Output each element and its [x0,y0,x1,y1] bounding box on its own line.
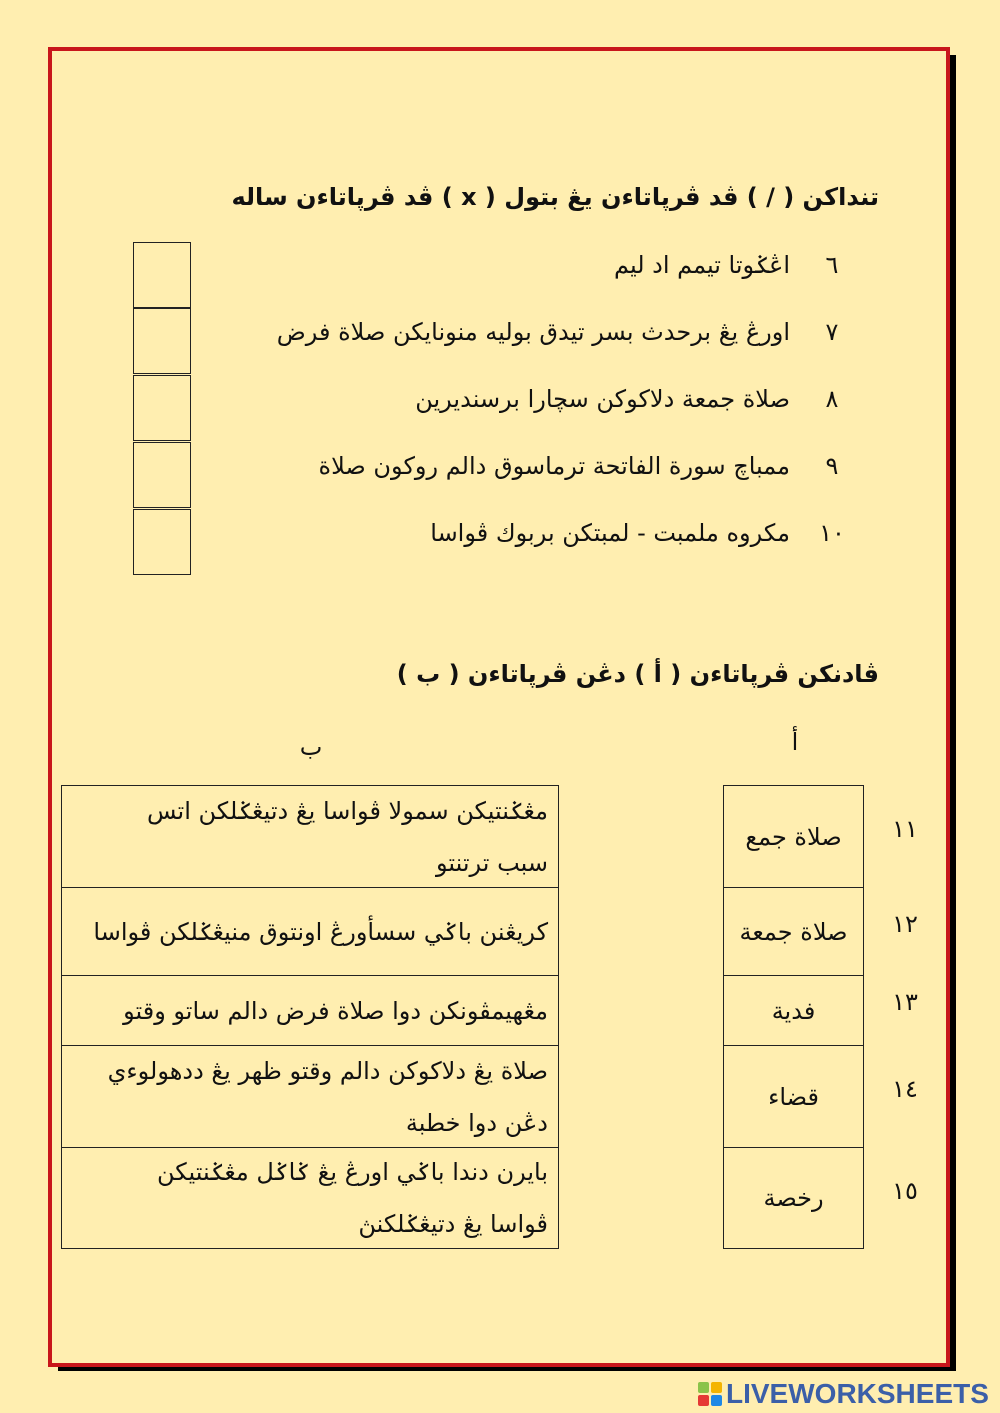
item-statement: صلاة جمعة دلاكوكن سچارا برسنديرين [415,385,790,413]
item-number: ١٠ [819,519,845,547]
answer-box-8[interactable] [133,375,191,441]
logo-icon [698,1382,722,1406]
match-a-cell[interactable]: رخصة [723,1147,864,1249]
match-number: ١٣ [892,988,918,1016]
section2-heading: ڤادنكن ڤرڽاتاءن ( أ ) دڠن ڤرڽاتاءن ( ب ) [396,660,879,688]
match-b-line: ڤواسا يڠ دتيڠݢلكنڽ [358,1210,548,1238]
answer-box-10[interactable] [133,509,191,575]
match-number: ١٢ [892,910,918,938]
item-statement: ممباچ سورة الفاتحة ترماسوق دالم روكون صلاة [318,452,790,480]
column-a-label: أ [791,728,799,756]
match-a-cell[interactable]: صلاة جمعة [723,887,864,976]
match-b-line: دڠن دوا خطبة [405,1108,548,1137]
item-statement: مكروه ملمبت - لمبتكن بربوك ڤواسا [430,519,790,547]
match-number: ١٤ [892,1075,918,1103]
item-number: ٧ [825,318,839,346]
column-b-label: ب [299,733,323,761]
match-b-line: مڠݢنتيكن سمولا ڤواسا يڠ دتيڠݢلكن اتس [146,796,548,825]
match-number: ١١ [892,815,918,843]
answer-box-6[interactable] [133,242,191,308]
match-b-line: مڠهيمڤونكن دوا صلاة فرض دالم ساتو وقتو [123,996,548,1025]
section1-heading: تنداكن ( / ) ڤد ڤرڽاتاءن يڠ بتول ( x ) ڤد ڤرڽاتاءن ساله [231,183,879,211]
match-number: ١٥ [892,1177,918,1205]
answer-box-7[interactable] [133,308,191,374]
match-b-cell[interactable] [61,785,559,888]
match-b-line: سبب ترتنتو [435,848,548,877]
match-b-cell[interactable] [61,1045,559,1148]
answer-box-9[interactable] [133,442,191,508]
match-b-cell[interactable] [61,975,559,1046]
match-a-cell[interactable]: قضاء [723,1045,864,1148]
match-b-line: كريڠنن باݢي سسأورڠ اونتوق منيڠݢلكن ڤواسا [93,917,548,946]
brand-name: LIVEWORKSHEETS [726,1378,989,1409]
match-b-line: بايرن دندا باݢي اورڠ يڠ ݢاݢل مڠݢنتيكن [157,1158,548,1186]
match-a-cell[interactable]: فدية [723,975,864,1046]
match-a-cell[interactable]: صلاة جمع [723,785,864,888]
item-number: ٨ [825,385,839,413]
item-number: ٩ [825,452,839,480]
match-b-line: صلاة يڠ دلاكوكن دالم وقتو ظهر يڠ ددهولوءي [107,1056,548,1085]
match-b-cell[interactable] [61,887,559,976]
match-b-cell[interactable] [61,1147,559,1249]
item-number: ٦ [825,251,839,279]
liveworksheets-logo [698,1378,989,1410]
item-statement: اڠݢوتا تيمم اد ليم [614,251,790,279]
item-statement: اورڠ يڠ برحدث بسر تيدق بوليه منونايكن صلاة فرض [276,318,790,346]
